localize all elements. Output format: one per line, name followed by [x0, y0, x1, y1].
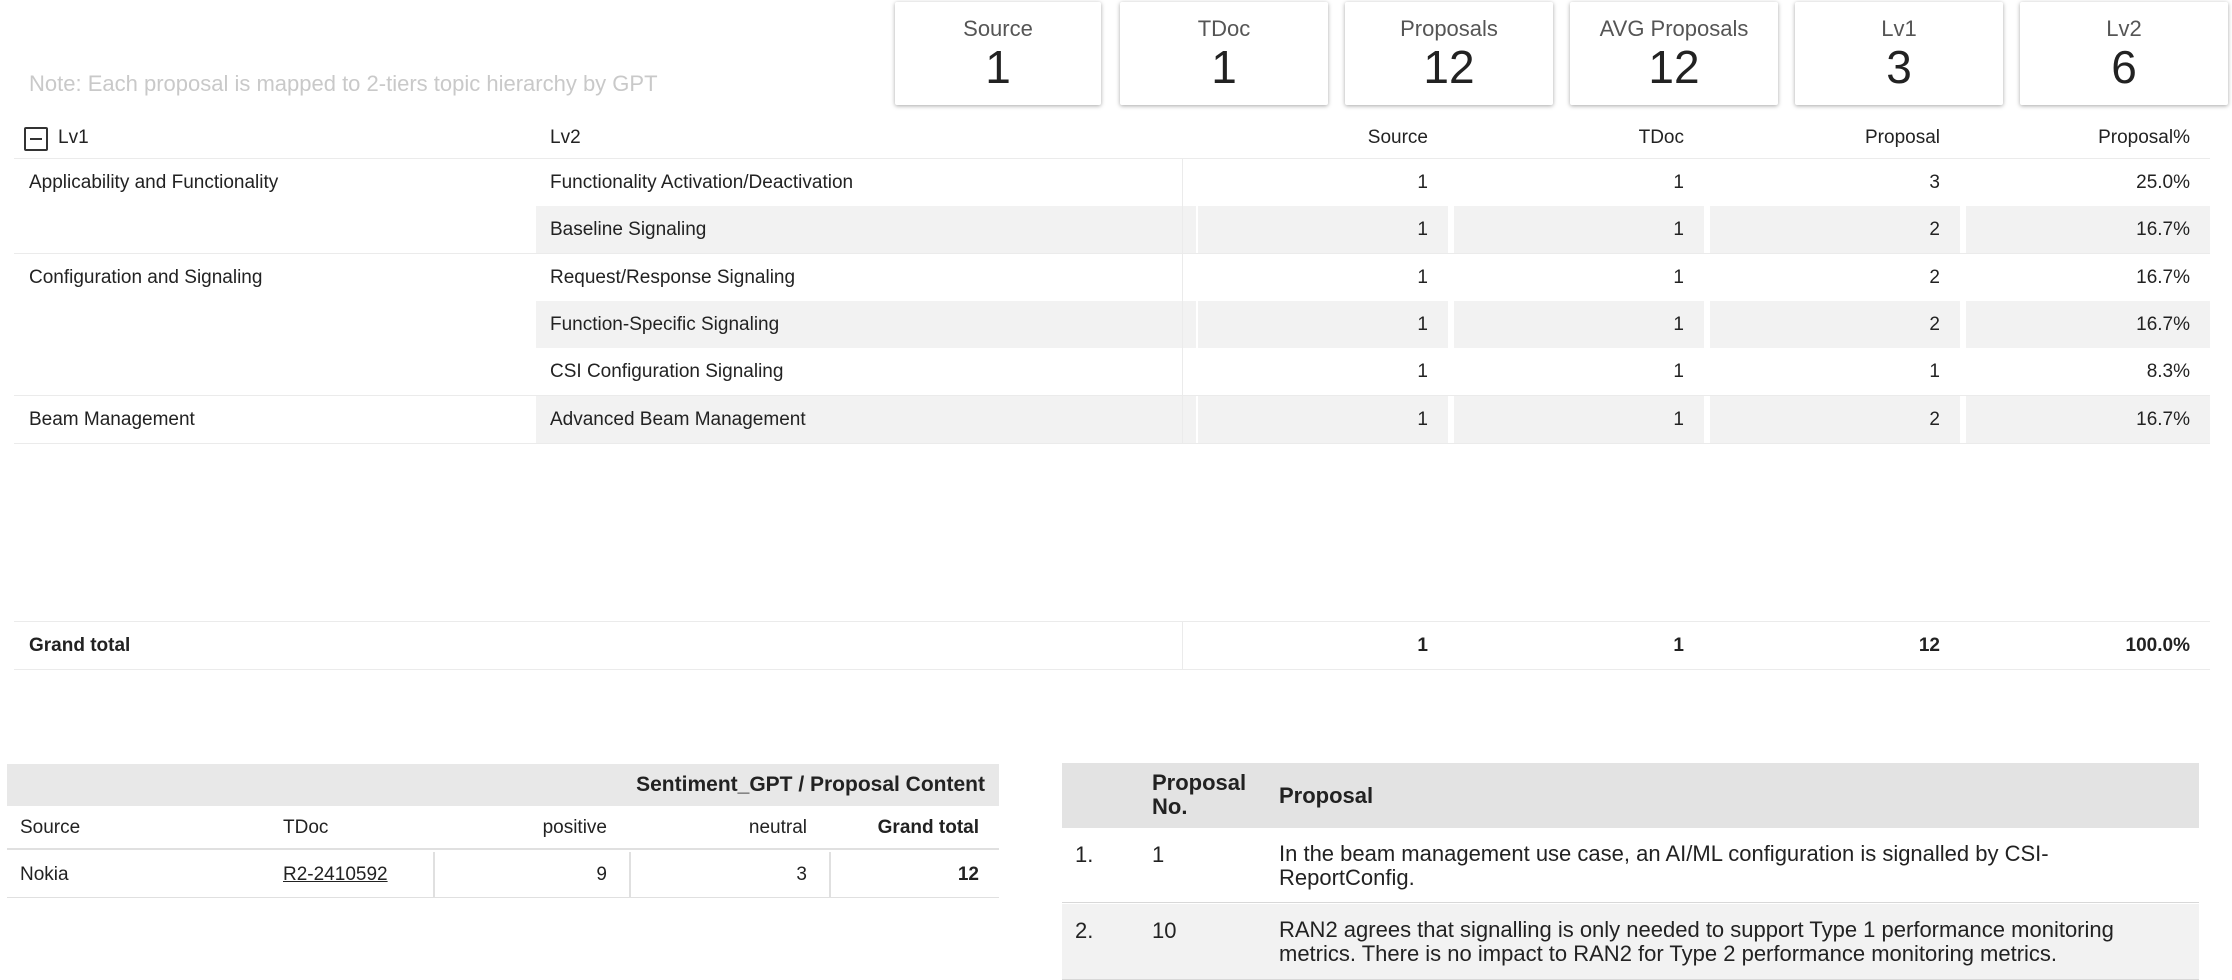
- source-cell: 1: [1417, 172, 1428, 193]
- column-separator: [829, 852, 831, 898]
- proposal-cell: 2: [1710, 301, 1960, 348]
- proposal-text: RAN2 agrees that signalling is only needed to support Type 1 performance monitoring metrics. There is no impact to RAN2 for Type 2 performance monitoring metrics.: [1279, 917, 2114, 966]
- source-cell: 1: [1417, 361, 1428, 382]
- kpi-value: 6: [2111, 41, 2137, 93]
- column-header-grand-total[interactable]: Grand total: [877, 817, 979, 838]
- tdoc-cell: 1: [1673, 267, 1684, 288]
- tdoc-cell: 1: [1454, 301, 1704, 348]
- kpi-value: 12: [1648, 41, 1700, 93]
- kpi-value: 1: [985, 41, 1011, 93]
- grand-total-source: 1: [1417, 635, 1428, 656]
- grand-total-label: Grand total: [29, 635, 131, 656]
- column-header-proposal[interactable]: Proposal: [1865, 127, 1940, 148]
- grand-total-cell: 12: [957, 864, 979, 885]
- kpi-label: Lv2: [2106, 16, 2142, 41]
- kpi-card-proposals: [1345, 2, 1553, 105]
- kpi-card-lv2: [2020, 2, 2228, 105]
- pct-cell: 16.7%: [1966, 396, 2210, 443]
- proposal-cell: 3: [1929, 172, 1940, 193]
- row-divider: [14, 443, 2210, 444]
- proposal-list-header: [1062, 763, 2199, 828]
- column-header-proposal-pct[interactable]: Proposal%: [2098, 127, 2190, 148]
- lv2-cell: Advanced Beam Management: [536, 396, 1196, 443]
- column-header-proposal-no[interactable]: Proposal No.: [1152, 770, 1247, 819]
- lv2-cell: Request/Response Signaling: [550, 267, 796, 288]
- column-separator: [1182, 159, 1183, 444]
- proposal-cell: 2: [1929, 267, 1940, 288]
- positive-cell: 9: [596, 864, 607, 885]
- row-divider: [14, 669, 2210, 670]
- proposal-number: 10: [1152, 918, 1177, 943]
- hierarchy-note: Note: Each proposal is mapped to 2-tiers topic hierarchy by GPT: [29, 71, 658, 96]
- grand-total-pct: 100.0%: [2125, 635, 2190, 656]
- pivot-row[interactable]: [14, 159, 2210, 206]
- kpi-value: 12: [1423, 41, 1475, 93]
- kpi-card-source: [895, 2, 1101, 105]
- pivot-row[interactable]: [14, 396, 2210, 443]
- source-cell: 1: [1198, 206, 1448, 253]
- column-header-tdoc[interactable]: TDoc: [283, 817, 329, 838]
- column-header-lv2[interactable]: Lv2: [550, 127, 581, 148]
- sentiment-data-row[interactable]: [7, 852, 999, 898]
- column-header-proposal[interactable]: Proposal: [1279, 783, 1374, 808]
- kpi-card-lv1: [1795, 2, 2003, 105]
- column-separator: [433, 852, 435, 898]
- column-separator: [629, 852, 631, 898]
- sentiment-table-title: Sentiment_GPT / Proposal Content: [7, 764, 999, 806]
- row-index: 1.: [1075, 842, 1094, 867]
- proposal-cell: 2: [1710, 206, 1960, 253]
- tdoc-link[interactable]: R2-2410592: [283, 864, 388, 885]
- column-separator: [1182, 622, 1183, 669]
- tdoc-cell: 1: [1454, 206, 1704, 253]
- sentiment-header-row: [7, 806, 999, 850]
- proposal-cell: 2: [1710, 396, 1960, 443]
- kpi-value: 1: [1211, 41, 1237, 93]
- pivot-row[interactable]: [14, 206, 2210, 253]
- source-cell: 1: [1198, 301, 1448, 348]
- pivot-row[interactable]: [14, 301, 2210, 348]
- proposal-text: In the beam management use case, an AI/ML configuration is signalled by CSI-ReportConfig.: [1279, 841, 2049, 890]
- lv1-cell: Configuration and Signaling: [29, 267, 263, 288]
- pct-cell: 16.7%: [1966, 206, 2210, 253]
- tdoc-cell: 1: [1673, 361, 1684, 382]
- tdoc-cell: 1: [1454, 396, 1704, 443]
- proposal-cell: 1: [1929, 361, 1940, 382]
- collapse-icon[interactable]: [24, 127, 48, 151]
- pct-cell: 8.3%: [2146, 361, 2190, 382]
- column-header-source[interactable]: Source: [1367, 127, 1428, 148]
- pivot-row[interactable]: [14, 254, 2210, 301]
- kpi-label: Proposals: [1400, 16, 1498, 41]
- column-header-tdoc[interactable]: TDoc: [1638, 127, 1684, 148]
- source-cell: 1: [1198, 396, 1448, 443]
- kpi-value: 3: [1886, 41, 1912, 93]
- lv2-cell: Functionality Activation/Deactivation: [550, 172, 854, 193]
- row-index: 2.: [1075, 918, 1094, 943]
- source-cell: 1: [1417, 267, 1428, 288]
- lv2-cell: Function-Specific Signaling: [536, 301, 1196, 348]
- proposal-row[interactable]: [1062, 828, 2199, 903]
- pct-cell: 25.0%: [2136, 172, 2190, 193]
- lv1-cell: Beam Management: [29, 409, 195, 430]
- pct-cell: 16.7%: [2136, 267, 2190, 288]
- column-header-positive[interactable]: positive: [542, 817, 607, 838]
- pivot-row[interactable]: [14, 348, 2210, 395]
- source-cell: Nokia: [20, 864, 69, 885]
- lv1-cell: Applicability and Functionality: [29, 172, 279, 193]
- column-header-neutral[interactable]: neutral: [748, 817, 807, 838]
- kpi-label: Source: [963, 16, 1033, 41]
- kpi-label: AVG Proposals: [1599, 16, 1749, 41]
- kpi-label: Lv1: [1881, 16, 1917, 41]
- tdoc-cell: 1: [1673, 172, 1684, 193]
- grand-total-proposal: 12: [1918, 635, 1940, 656]
- proposal-row[interactable]: [1062, 904, 2199, 980]
- lv2-cell: CSI Configuration Signaling: [550, 361, 784, 382]
- grand-total-row: [14, 622, 2210, 669]
- neutral-cell: 3: [796, 864, 807, 885]
- column-header-lv1[interactable]: Lv1: [58, 127, 89, 148]
- column-header-source[interactable]: Source: [20, 817, 81, 838]
- kpi-card-tdoc: [1120, 2, 1328, 105]
- grand-total-tdoc: 1: [1673, 635, 1684, 656]
- pct-cell: 16.7%: [1966, 301, 2210, 348]
- proposal-number: 1: [1152, 842, 1165, 867]
- kpi-card-avg-proposals: [1570, 2, 1778, 105]
- kpi-label: TDoc: [1197, 16, 1251, 41]
- lv2-cell: Baseline Signaling: [536, 206, 1196, 253]
